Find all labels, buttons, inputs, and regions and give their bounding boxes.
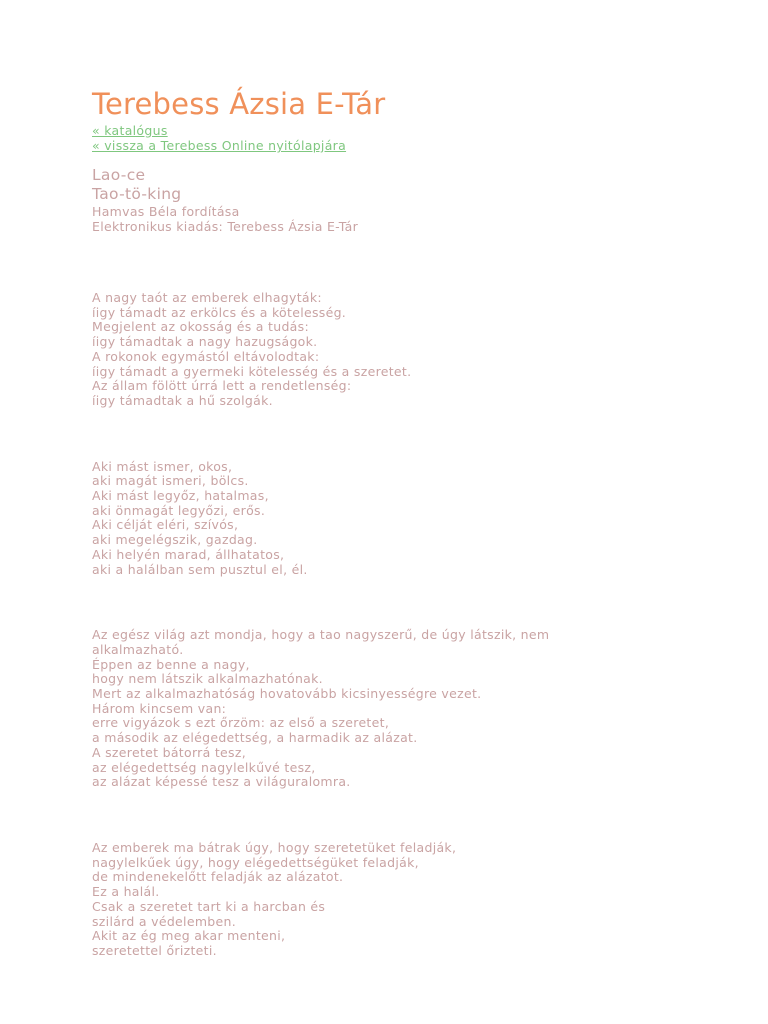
edition-line: Elektronikus kiadás: Terebess Ázsia E-Tár (92, 219, 359, 234)
nav-links (92, 123, 712, 153)
poem-text-2: Aki mást ismer, okos, aki magát ismeri, bölcs. Aki mást legyőz, hatalmas, aki önmagát legyőzi, erős. Aki célját eléri, szívós, aki megelégszik, gazdag. Aki helyén marad, állhatatos, aki a halálban sem pusztul el, él. (92, 458, 308, 577)
poem-text-3: Az egész világ azt mondja, hogy a tao nagyszerű, de úgy látszik, nem alkalmazható. Éppen az benne a nagy, hogy nem látszik alkalmazhatónak. Mert az alkalmazhatóság hovatovább kicsinyességre vezet. Három kincsem van: erre vigyázok s ezt őrzöm: az első a szeretet, a második az elégedettség, a harmadik az alázat. A szeretet bátorrá tesz, az elégedettség nagylelkűvé tesz, az alázat képessé tesz a világuralomra. (92, 627, 550, 790)
author-name: Lao-ce (92, 166, 146, 184)
poem-text-1: A nagy taót az emberek elhagyták: íigy támadt az erkölcs és a kötelesség. Megjelent az okosság és a tudás: íigy támadtak a nagy hazugságok. A rokonok egymástól eltávolodtak: íigy támadt a gyermeki kötelesség és a szeretet. Az állam fölött úrrá lett a rendetlenség: íigy támadtak a hű szolgák. (92, 290, 412, 408)
poem-text-4: Az emberek ma bátrak úgy, hogy szeretetüket feladják, nagylelkűek úgy, hogy elégedettségüket feladják, de mindenekelőtt feladják az alázatot. Ez a halál. Csak a szeretet tart ki a harcban és szilárd a védelemben. Akit az ég meg akar menteni, szeretettel őrizteti. (92, 839, 457, 958)
document-page (92, 86, 712, 959)
home-link[interactable]: « vissza a Terebess Online nyitólapjára (92, 138, 347, 153)
translator-line: Hamvas Béla fordítása (92, 204, 240, 219)
site-title: Terebess Ázsia E-Tár (92, 87, 386, 121)
catalog-link[interactable]: « katalógus (92, 123, 168, 138)
work-title: Tao-tö-king (92, 185, 182, 203)
